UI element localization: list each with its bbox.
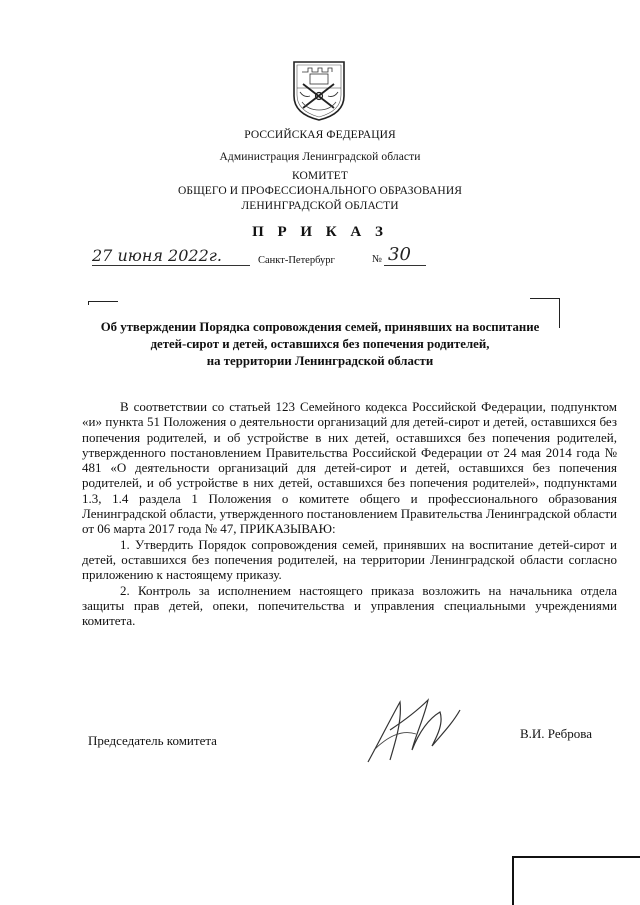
preamble-paragraph: В соответствии со статьей 123 Семейного кодекса Российской Федерации, подпунктом «и» пункта 51 Положения о деятельности организаций для детей-сирот и детей, оставшихся без попечения родителей, и об устройстве в них детей, оставшихся без попечения родителей, утвержденного постановлением Правительства Российской Федерации от 24 мая 2014 года № 481 «О деятельности организаций для детей-сирот и детей, оставшихся без попечения родителей, и об устройстве в них детей, оставшихся без попечения родителей», подпунктами 1.3, 1.4 раздела 1 Положения о комитете общего и профессионального образования Ленинградской области, утвержденного постановлением Правительства Ленинградской области от 06 марта 2017 года № 47, ПРИКАЗЫВАЮ: — [82, 399, 617, 537]
scan-edge-line — [512, 856, 640, 858]
committee-line-2: ОБЩЕГО И ПРОФЕССИОНАЛЬНОГО ОБРАЗОВАНИЯ — [177, 185, 463, 197]
subject-bracket-left-tick — [88, 301, 89, 305]
subject-bracket-right — [530, 298, 560, 299]
document-body — [82, 399, 617, 628]
committee-line-3: ЛЕНИНГРАДСКОЙ ОБЛАСТИ — [241, 200, 399, 212]
signatory-position: Председатель комитета — [88, 733, 217, 748]
handwritten-signature — [360, 690, 470, 770]
administration-name: Администрация Ленинградской области — [219, 151, 421, 163]
date-underline — [92, 265, 250, 266]
handwritten-date: 27 июня 2022г. — [92, 246, 222, 265]
signatory-name: В.И. Реброва — [520, 726, 592, 741]
subject-bracket-left — [88, 301, 118, 302]
scan-edge-vertical — [512, 856, 514, 905]
subject-line-1: Об утверждении Порядка сопровождения семей, принявших на воспитание — [100, 320, 540, 334]
handwritten-number: 30 — [388, 244, 411, 265]
order-item-1: 1. Утвердить Порядок сопровождения семей, принявших на воспитание детей-сирот и детей, оставшихся без попечения родителей, на территории Ленинградской области согласно приложению к настоящему приказу. — [82, 536, 617, 583]
subject-line-3: на территории Ленинградской области — [206, 354, 434, 368]
order-item-2: 2. Контроль за исполнением настоящего приказа возложить на начальника отдела защиты прав детей, опеки, попечительства и управления специальными учреждениями комитета. — [82, 582, 617, 629]
number-sign: № — [372, 254, 383, 265]
number-underline — [384, 265, 426, 266]
subject-line-2: детей-сирот и детей, оставшихся без попечения родителей, — [150, 337, 490, 351]
committee-line-1: КОМИТЕТ — [292, 170, 348, 182]
coat-of-arms-emblem — [290, 58, 348, 122]
city-name: Санкт-Петербург — [258, 255, 335, 266]
country-name: РОССИЙСКАЯ ФЕДЕРАЦИЯ — [244, 129, 396, 141]
document-type-title: П Р И К А З — [252, 224, 388, 240]
